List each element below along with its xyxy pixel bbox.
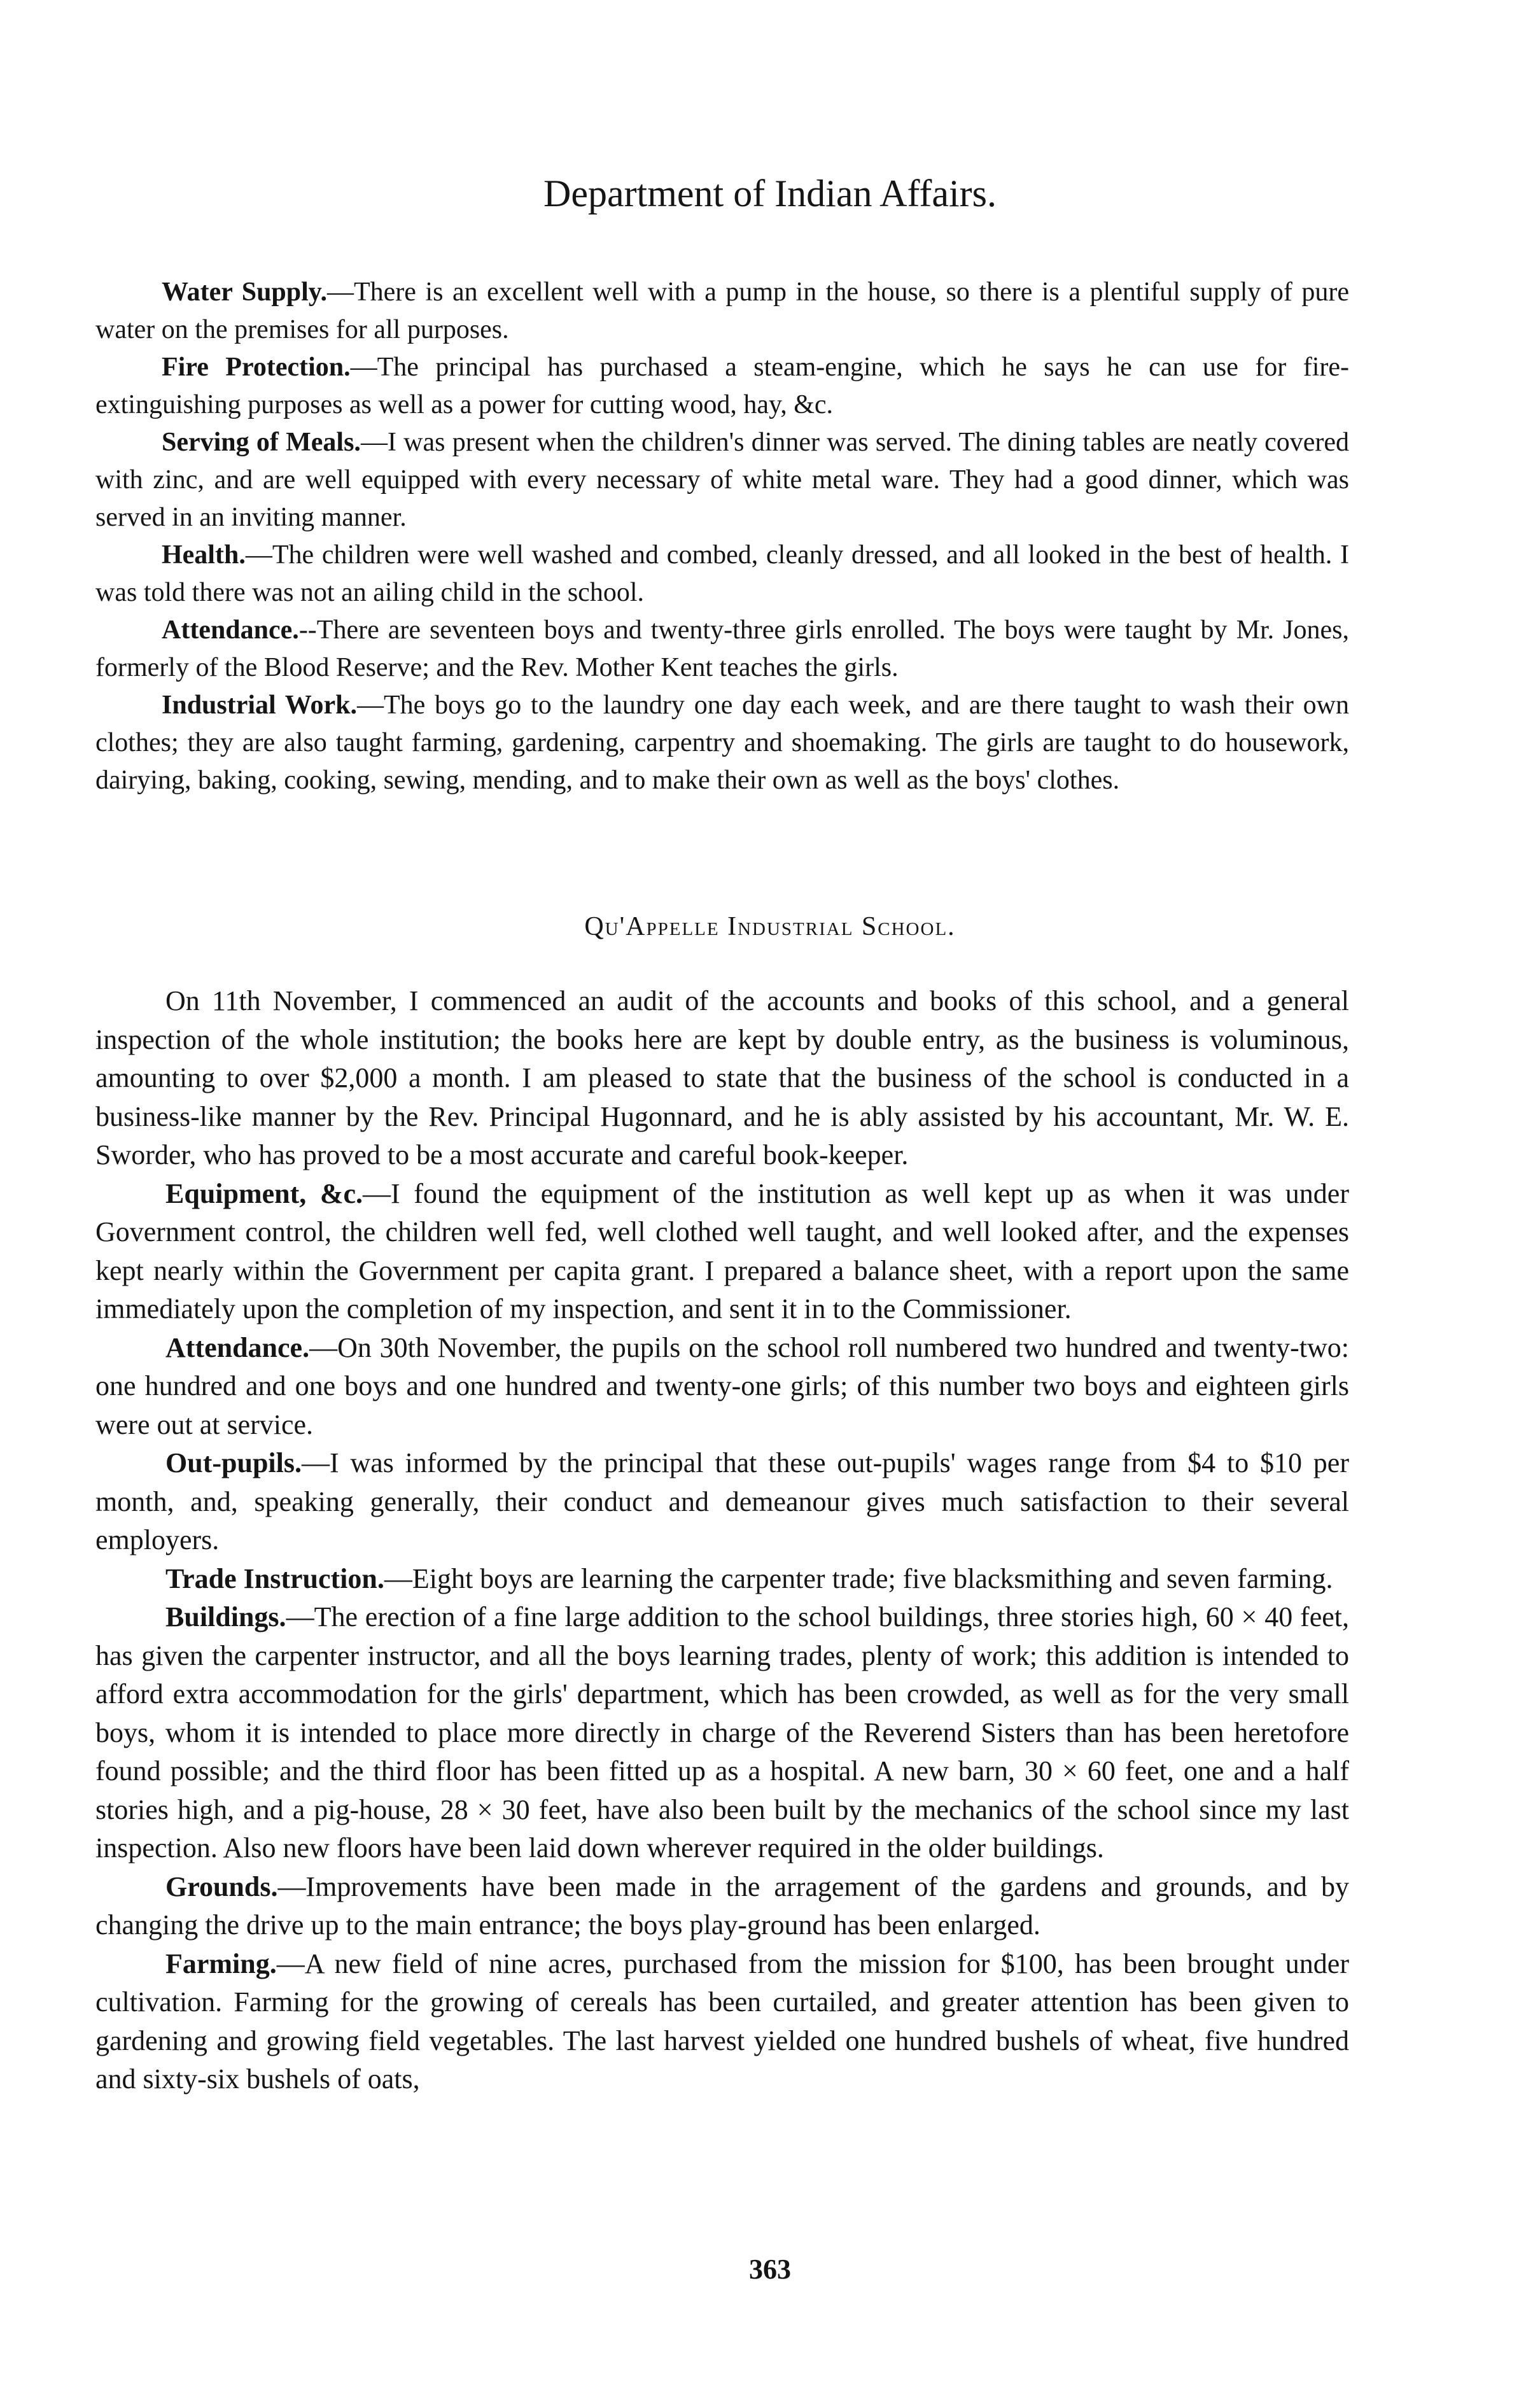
paragraph-body: —I was informed by the principal that these out-pupils' wages range from $4 to $10 per month, and, speaking generally, their conduct and demeanour gives much satisfaction to their several employers. [95,1447,1349,1555]
paragraph-grounds [95,1868,1349,1945]
paragraph-heading: Health. [162,540,246,570]
paragraph-health [95,537,1349,612]
paragraph-body: —Eight boys are learning the carpenter trade; five blacksmithing and seven farming. [384,1562,1333,1594]
paragraph-body: —The children were well washed and combed, cleanly dressed, and all looked in the best of health. I was told there was not an ailing child in the school. [95,540,1349,607]
paragraph-heading: Attendance. [162,615,299,645]
paragraph-attendance [95,1329,1349,1445]
paragraph-heading: Buildings. [165,1601,286,1632]
paragraph-heading: Attendance. [165,1331,310,1363]
paragraph-body: —I found the equipment of the institution as well kept up as when it was under Government control, the children well fed, well clothed well taught, and well looked after, and the expenses kept nearly within the Government per capita grant. I prepared a balance sheet, with a report upon the same immediately upon the completion of my inspection, and sent it in to the Commissioner. [95,1177,1349,1324]
paragraph-heading: Out-pupils. [165,1447,302,1478]
paragraph-body: —The boys go to the laundry one day each week, and are there taught to wash their own clothes; they are also taught farming, gardening, carpentry and shoemaking. The girls are taught to do housework, dairying, baking, cooking, sewing, mending, and to make their own as well as the boys' clothes. [95,691,1350,795]
quappelle-school-report [95,982,1349,2099]
paragraph-fire-protection [95,349,1349,424]
paragraph-body: On 11th November, I commenced an audit of the accounts and books of this school, and a general inspection of the whole institution; the books here are kept by double entry, as the business is voluminous, amounting to over $2,000 a month. I am pleased to state that the business of the school is conducted in a business-like manner by the Rev. Principal Hugonnard, and he is ably assisted by his accountant, Mr. W. E. Sworder, who has proved to be a most accurate and careful book-keeper. [95,985,1349,1170]
paragraph-serving-of-meals [95,424,1349,537]
paragraph-body: —The erection of a fine large addition to the school buildings, three stories high, 60 × 40 feet, has given the carpenter instructor, and all the boys learning trades, plenty of work; this addition is intended to afford extra accommodation for the girls' department, which has been crowded, as well as for the very small boys, whom it is intended to place more directly in charge of the Reverend Sisters than has been heretofore found possible; and the third floor has been fitted up as a hospital. A new barn, 30 × 60 feet, one and a half stories high, and a pig-house, 28 × 30 feet, have also been built by the mechanics of the school since my last inspection. Also new floors have been laid down wherever required in the older buildings. [95,1601,1349,1863]
paragraph-water-supply [95,274,1349,349]
paragraph-body: --There are seventeen boys and twenty-three girls enrolled. The boys were taught by Mr. Jones, formerly of the Blood Reserve; and the Rev. Mother Kent teaches the girls. [95,615,1349,682]
paragraph-body: —On 30th November, the pupils on the school roll numbered two hundred and twenty-two: one hundred and one boys and one hundred and twenty-one girls; of this number two boys and eighteen girls were out at service. [95,1331,1349,1440]
section-heading: Qu'Appelle Industrial School. [584,912,956,941]
paragraph-farming [95,1945,1349,2099]
paragraph-heading: Equipment, &c. [165,1177,363,1209]
paragraph-body: —There is an excellent well with a pump in the house, so there is a plentiful supply of pure water on the premises for all purposes. [95,277,1350,344]
paragraph-trade-instruction [95,1560,1349,1599]
paragraph-body: —I was present when the children's dinner was served. The dining tables are neatly covered with zinc, and are well equipped with every necessary of white metal ware. They had a good dinner, which was served in an inviting manner. [95,428,1350,532]
paragraph-attendance [95,612,1349,687]
paragraph-heading: Industrial Work. [162,691,357,720]
paragraph-body: —Improvements have been made in the arragement of the gardens and grounds, and by changing the drive up to the main entrance; the boys play-ground has been enlarged. [95,1870,1349,1940]
paragraph-audit-intro [95,982,1349,1175]
paragraph-heading: Trade Instruction. [165,1562,384,1594]
paragraph-industrial-work [95,687,1349,799]
paragraph-out-pupils [95,1444,1349,1560]
paragraph-equipment [95,1175,1349,1329]
paragraph-heading: Serving of Meals. [162,428,361,457]
page-title: Department of Indian Affairs. [543,172,997,214]
paragraph-heading: Water Supply. [162,277,327,307]
paragraph-body: —A new field of nine acres, purchased from the mission for $100, has been brought under cultivation. Farming for the growing of cereals has been curtailed, and greater attention has been given to gardening and growing field vegetables. The last harvest yielded one hundred bushels of wheat, five hundred and sixty-six bushels of oats, [95,1947,1349,2095]
paragraph-heading: Farming. [165,1947,277,1979]
paragraph-buildings [95,1598,1349,1868]
preceding-school-report [95,274,1349,799]
paragraph-heading: Grounds. [165,1870,278,1902]
paragraph-body: —The principal has purchased a steam-engine, which he says he can use for fire-extinguishing purposes as well as a power for cutting wood, hay, &c. [95,353,1349,419]
paragraph-heading: Fire Protection. [162,353,351,382]
page-number: 363 [749,2254,791,2285]
